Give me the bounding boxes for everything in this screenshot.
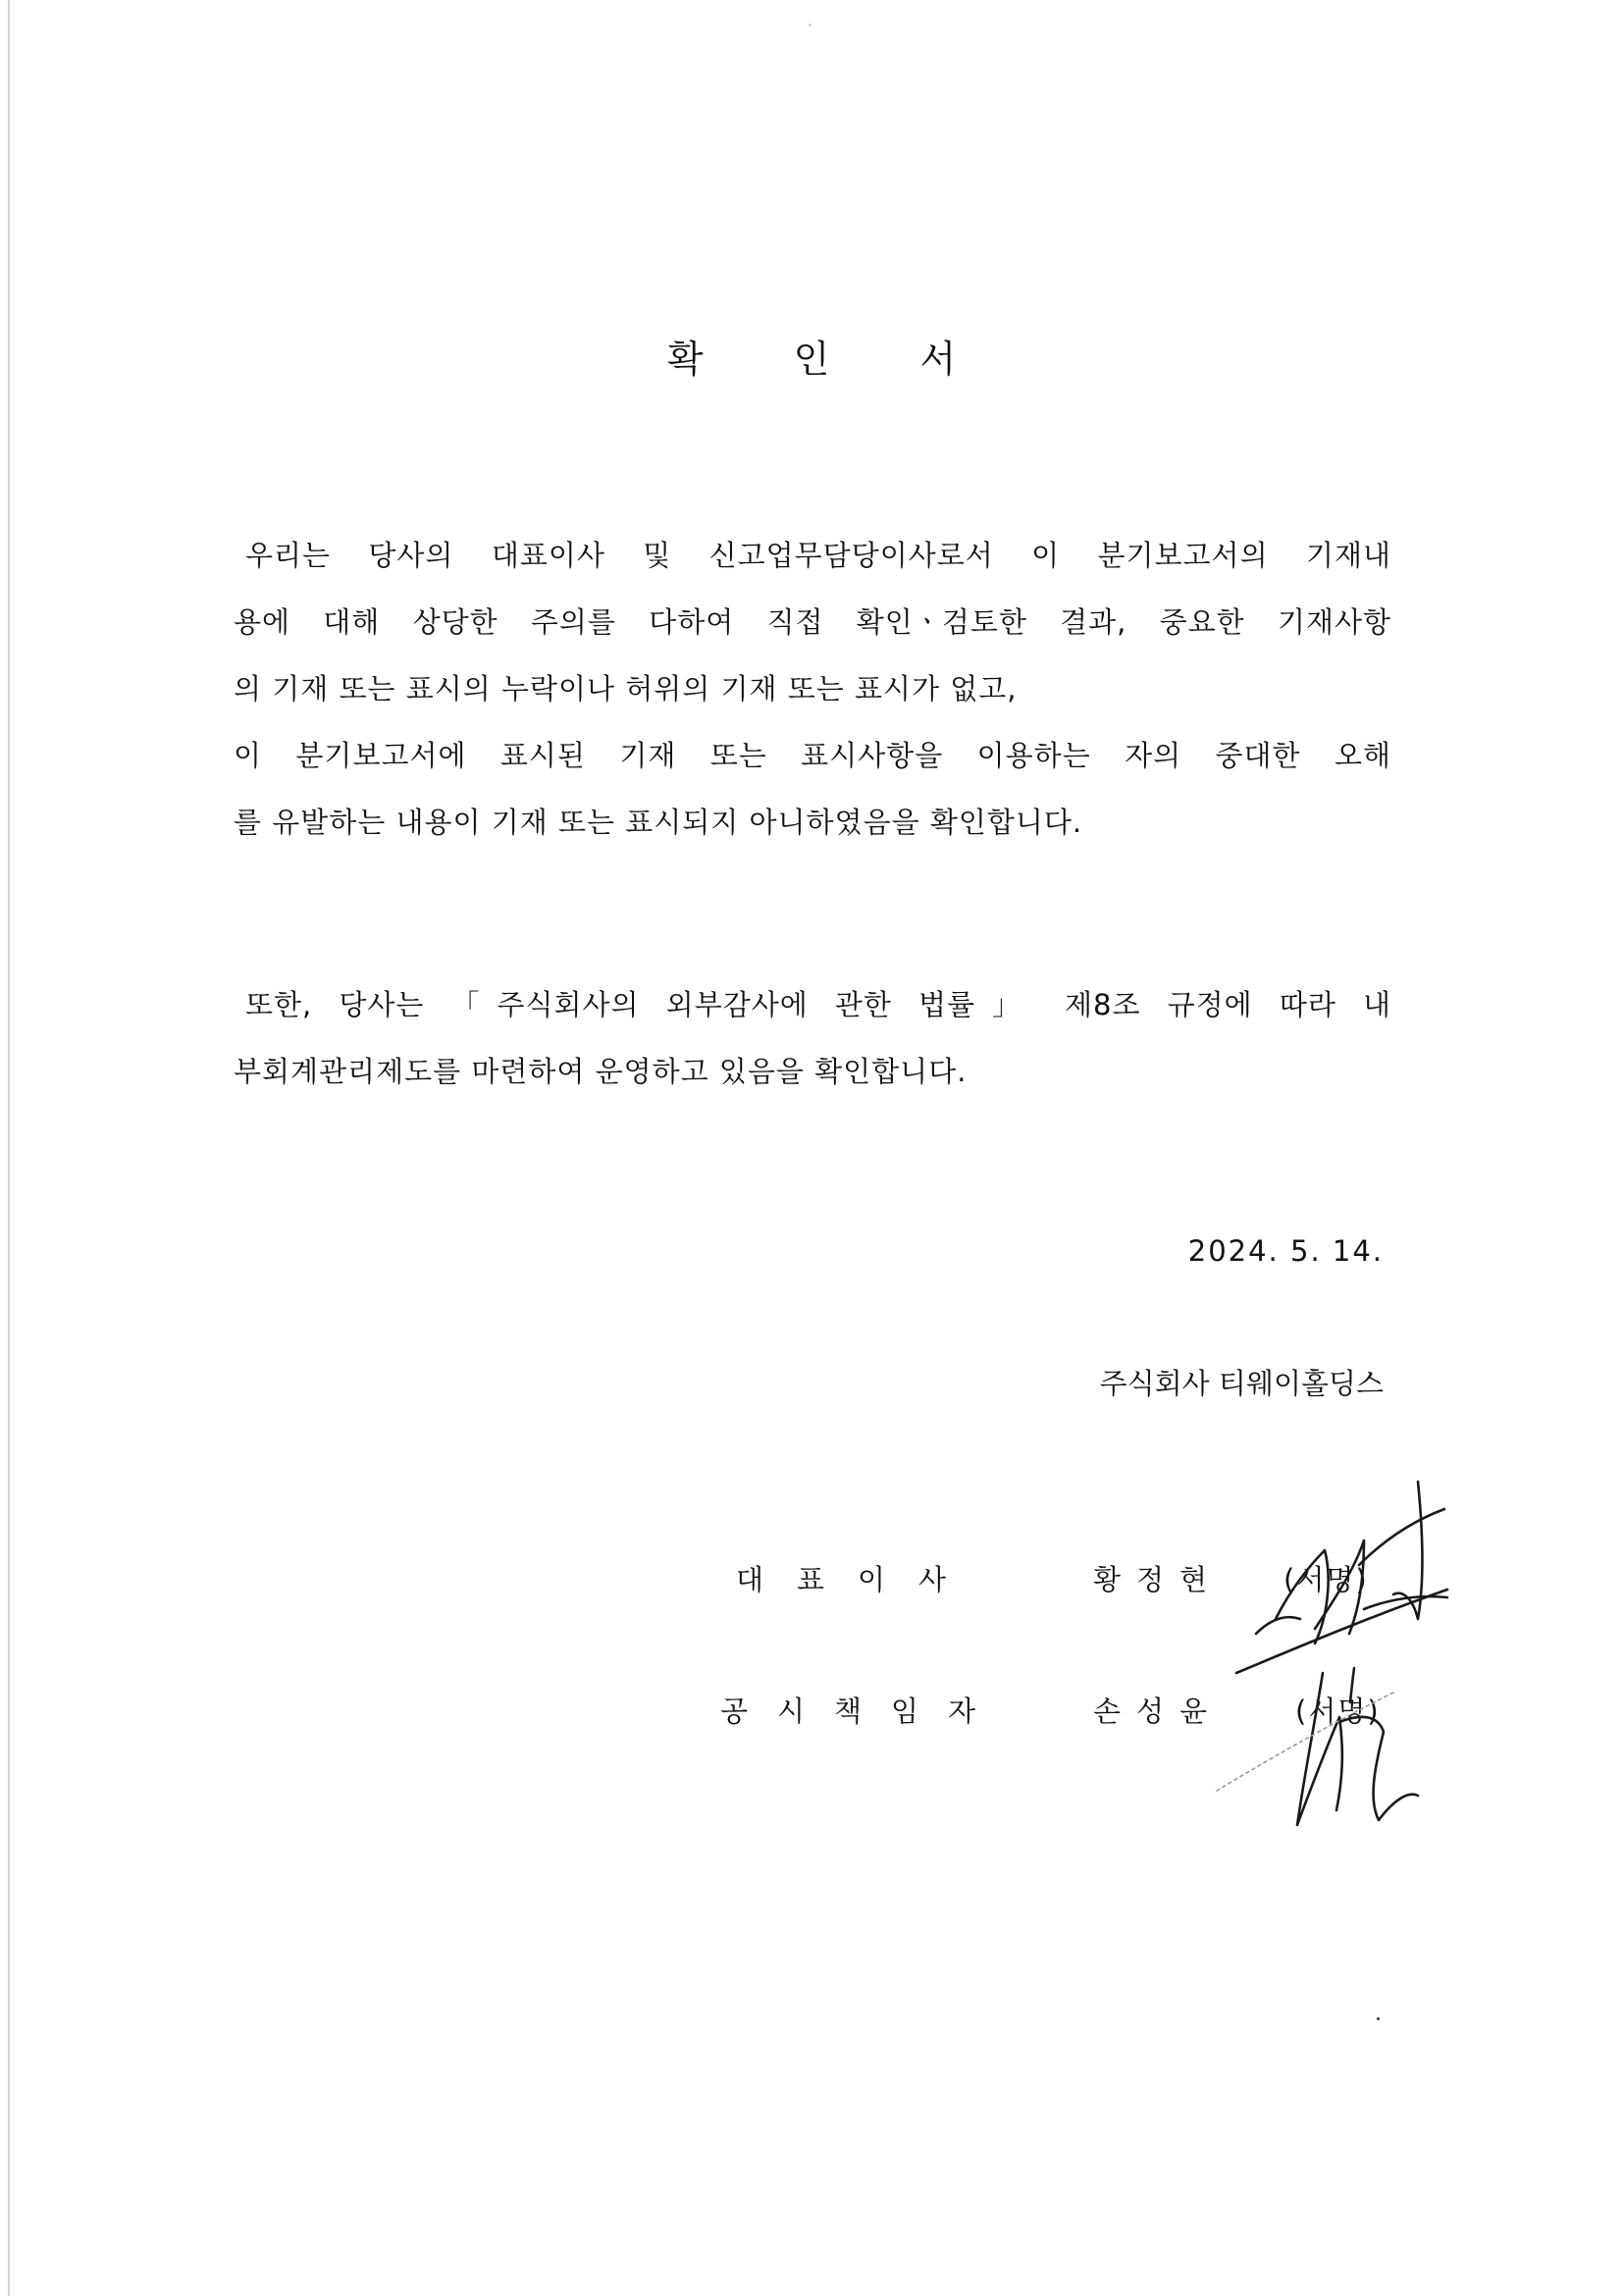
paragraph-line: 용에 대해 상당한 주의를 다하여 직접 확인ㆍ검토한 결과, 중요한 기재사항 [234, 605, 1391, 639]
signatory-role: 공시책임자 [720, 1695, 1006, 1728]
paragraph-line: 의 기재 또는 표시의 누락이나 허위의 기재 또는 표시가 없고, [234, 672, 1018, 705]
signatory-name: 손성윤 [1093, 1695, 1224, 1728]
paragraph-line: 부회계관리제도를 마련하여 운영하고 있음을 확인합니다. [234, 1055, 968, 1088]
paragraph-line: 우리는 당사의 대표이사 및 신고업무담당이사로서 이 분기보고서의 기재내 [245, 539, 1391, 572]
title-char-3: 서 [919, 338, 957, 381]
signature-label: (서명) [1283, 1563, 1369, 1596]
paragraph-line: 를 유발하는 내용이 기재 또는 표시되지 아니하였음을 확인합니다. [234, 806, 1083, 839]
scan-speck [1377, 2017, 1380, 2020]
internal-control-paragraph [234, 971, 1391, 1105]
document-date: 2024. 5. 14. [1187, 1234, 1384, 1268]
paragraph-line: 이 분기보고서에 표시된 기재 또는 표시사항을 이용하는 자의 중대한 오해 [234, 739, 1391, 772]
confirmation-paragraph [234, 522, 1391, 856]
company-name: 주식회사 티웨이홀딩스 [1099, 1367, 1384, 1400]
title-char-2: 인 [793, 338, 830, 381]
title-char-1: 확 [666, 338, 704, 381]
signatory-role: 대표이사 [736, 1563, 980, 1596]
document-title [0, 329, 1623, 383]
scan-speck [809, 24, 812, 26]
paragraph-line: 또한, 당사는 「주식회사의 외부감사에 관한 법률」 제8조 규정에 따라 내 [245, 988, 1391, 1021]
handwritten-signature-officer [1207, 1634, 1442, 1840]
signature-label: (서명) [1295, 1695, 1381, 1728]
signatory-name: 황정현 [1093, 1563, 1224, 1596]
